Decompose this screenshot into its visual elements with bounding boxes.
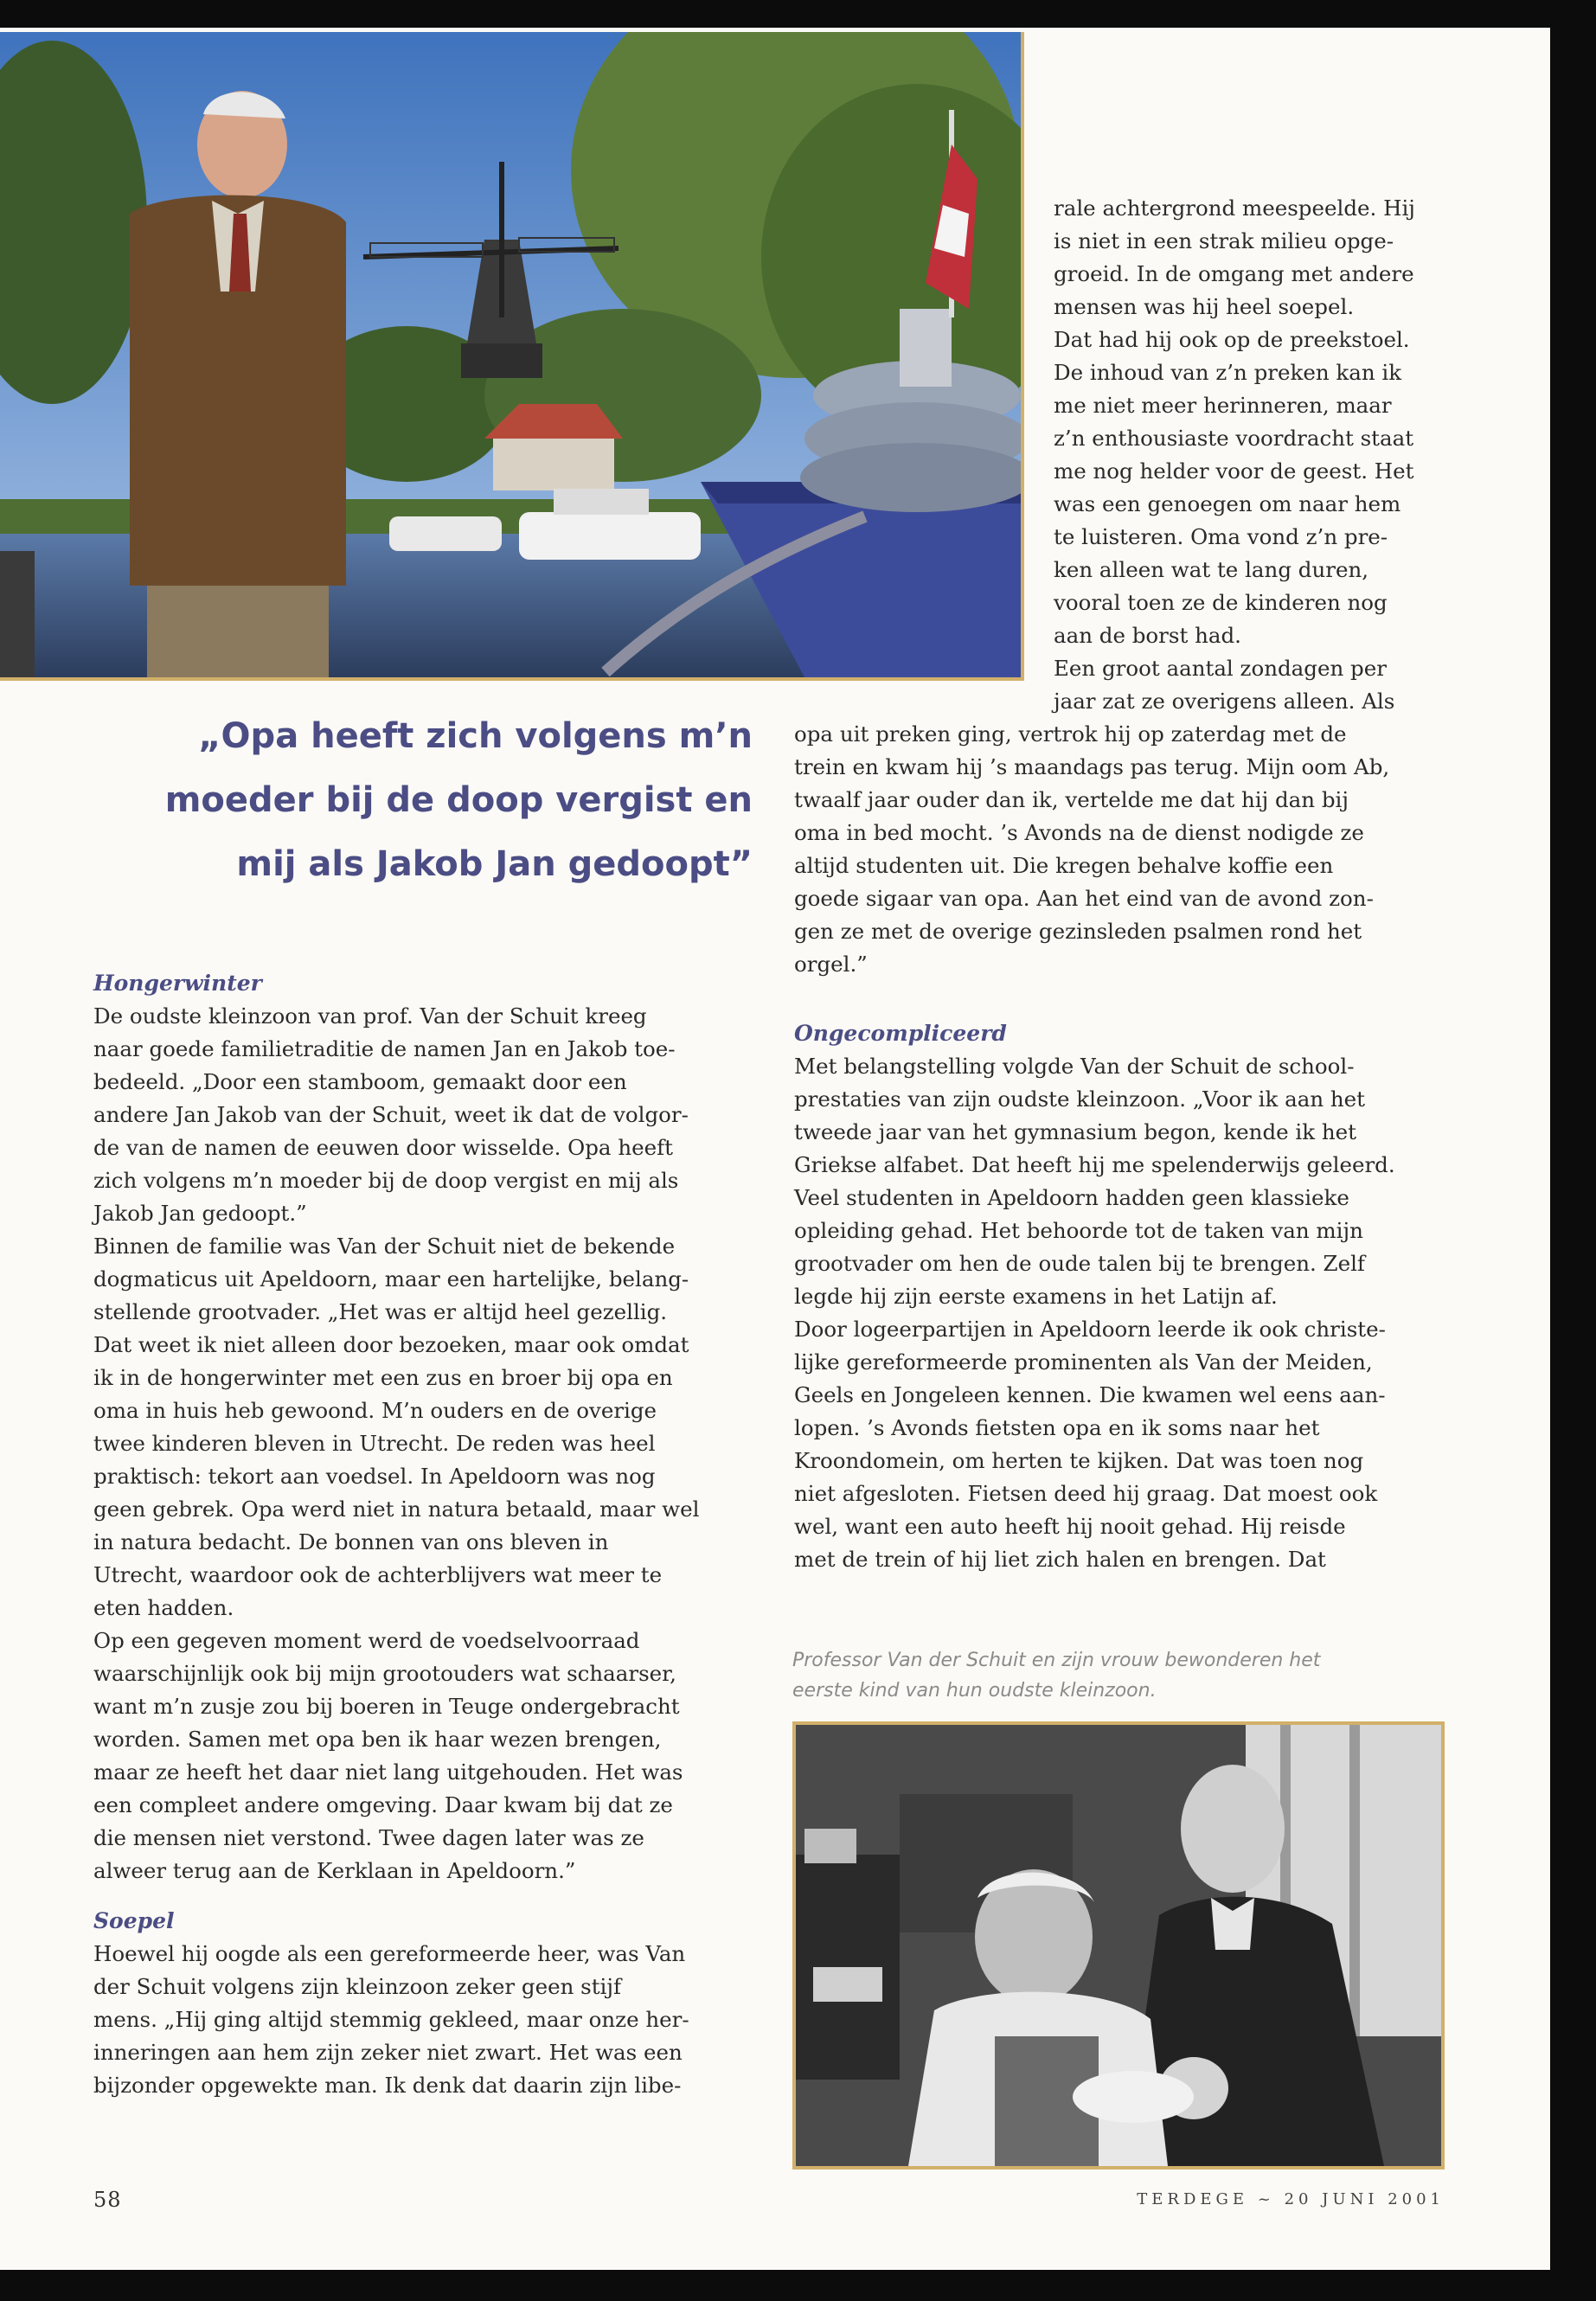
- text-line: Door logeerpartijen in Apeldoorn leerde ik ook christe-: [794, 1317, 1386, 1342]
- text-line: Met belangstelling volgde Van der Schuit de school-: [794, 1054, 1355, 1079]
- section-hongerwinter: [93, 967, 768, 1888]
- text-line: ken alleen wat te lang duren,: [1054, 557, 1369, 582]
- photo-caption: [792, 1645, 1450, 1706]
- text-line: ik in de hongerwinter met een zus en broer bij opa en: [93, 1365, 673, 1390]
- text-line: in natura bedacht. De bonnen van ons bleven in: [93, 1529, 609, 1554]
- caption-line: Professor Van der Schuit en zijn vrouw bewonderen het: [792, 1650, 1321, 1671]
- text-line: goede sigaar van opa. Aan het eind van de avond zon-: [794, 886, 1374, 911]
- text-line: grootvader om hen de oude talen bij te brengen. Zelf: [794, 1251, 1365, 1276]
- text-line: vooral toen ze de kinderen nog: [1054, 590, 1388, 615]
- text-line: orgel.”: [794, 952, 868, 977]
- text-line: Griekse alfabet. Dat heeft hij me spelenderwijs geleerd.: [794, 1152, 1395, 1177]
- text-line: wel, want een auto heeft hij nooit gehad. Hij reisde: [794, 1514, 1346, 1539]
- text-line: legde hij zijn eerste examens in het Latijn af.: [794, 1284, 1278, 1309]
- text-line: eten hadden.: [93, 1595, 234, 1620]
- text-line: twaalf jaar ouder dan ik, vertelde me dat hij dan bij: [794, 787, 1349, 812]
- text-line: met de trein of hij liet zich halen en brengen. Dat: [794, 1547, 1326, 1572]
- text-line: een compleet andere omgeving. Daar kwam bij dat ze: [93, 1792, 673, 1817]
- caption-line: eerste kind van hun oudste kleinzoon.: [792, 1680, 1157, 1702]
- text-line: Hoewel hij oogde als een gereformeerde heer, was Van: [93, 1941, 686, 1966]
- text-line: opa uit preken ging, vertrok hij op zaterdag met de: [794, 721, 1347, 747]
- text-line: geen gebrek. Opa werd niet in natura betaald, maar wel: [93, 1497, 700, 1522]
- text-line: naar goede familietraditie de namen Jan en Jakob toe-: [93, 1036, 676, 1061]
- text-line: trein en kwam hij ’s maandags pas terug. Mijn oom Ab,: [794, 754, 1390, 779]
- text-line: Utrecht, waardoor ook de achterblijvers wat meer te: [93, 1562, 663, 1587]
- text-line: bedeeld. „Door een stamboom, gemaakt door een: [93, 1069, 627, 1094]
- pull-quote-line: „Opa heeft zich volgens m’n: [198, 716, 753, 756]
- photo-grandparents-baby: [792, 1721, 1445, 2170]
- text-line: groeid. In de omgang met andere: [1054, 261, 1414, 286]
- pull-quote-line: moeder bij de doop vergist en: [164, 780, 753, 820]
- text-line: niet afgesloten. Fietsen deed hij graag. Dat moest ook: [794, 1481, 1378, 1506]
- text-line: praktisch: tekort aan voedsel. In Apeldoorn was nog: [93, 1464, 656, 1489]
- scan-border: [0, 2270, 1596, 2301]
- text-line: zich volgens m’n moeder bij de doop vergist en mij als: [93, 1168, 679, 1193]
- text-line: maar ze heeft het daar niet lang uitgehouden. Het was: [93, 1759, 683, 1785]
- right-column-wide-text: [794, 718, 1460, 981]
- text-line: z’n enthousiaste voordracht staat: [1054, 426, 1414, 451]
- text-line: prestaties van zijn oudste kleinzoon. „Voor ik aan het: [794, 1086, 1366, 1112]
- text-line: tweede jaar van het gymnasium begon, kende ik het: [794, 1119, 1357, 1144]
- text-line: worden. Samen met opa ben ik haar wezen brengen,: [93, 1727, 662, 1752]
- text-line: aan de borst had.: [1054, 623, 1241, 648]
- text-line: oma in huis heb gewoond. M’n ouders en de overige: [93, 1398, 657, 1423]
- text-line: die mensen niet verstond. Twee dagen later was ze: [93, 1825, 644, 1850]
- text-line: Veel studenten in Apeldoorn hadden geen klassieke: [794, 1185, 1349, 1210]
- text-line: was een genoegen om naar hem: [1054, 491, 1401, 516]
- text-line: de van de namen de eeuwen door wisselde. Opa heeft: [93, 1135, 674, 1160]
- text-line: gen ze met de overige gezinsleden psalmen rond het: [794, 919, 1362, 944]
- text-line: altijd studenten uit. Die kregen behalve koffie een: [794, 853, 1334, 878]
- text-line: andere Jan Jakob van der Schuit, weet ik dat de volgor-: [93, 1102, 689, 1127]
- section-ongecompliceerd: [794, 1017, 1460, 1576]
- right-column-continuation: [1054, 192, 1538, 718]
- text-line: inneringen aan hem zijn zeker niet zwart. Het was een: [93, 2040, 683, 2065]
- text-line: Dat had hij ook op de preekstoel.: [1054, 327, 1410, 352]
- text-line: mensen was hij heel soepel.: [1054, 294, 1355, 319]
- photo-man-windmill: [0, 32, 1024, 681]
- text-line: bijzonder opgewekte man. Ik denk dat daarin zijn libe-: [93, 2073, 682, 2098]
- text-line: waarschijnlijk ook bij mijn grootouders wat schaarser,: [93, 1661, 676, 1686]
- section-heading: Ongecompliceerd: [794, 1021, 1007, 1046]
- text-line: me niet meer herinneren, maar: [1054, 393, 1392, 418]
- text-line: twee kinderen bleven in Utrecht. De reden was heel: [93, 1431, 656, 1456]
- text-line: De oudste kleinzoon van prof. Van der Schuit kreeg: [93, 1003, 647, 1029]
- text-line: lijke gereformeerde prominenten als Van der Meiden,: [794, 1349, 1373, 1375]
- text-line: Geels en Jongeleen kennen. Die kwamen wel eens aan-: [794, 1382, 1386, 1407]
- section-heading: Soepel: [93, 1908, 175, 1933]
- text-line: mens. „Hij ging altijd stemmig gekleed, maar onze her-: [93, 2007, 689, 2032]
- magazine-footer: TERDEGE ~ 20 JUNI 2001: [1137, 2190, 1445, 2208]
- text-line: Op een gegeven moment werd de voedselvoorraad: [93, 1628, 640, 1653]
- text-line: lopen. ’s Avonds fietsten opa en ik soms naar het: [794, 1415, 1320, 1440]
- text-line: Dat weet ik niet alleen door bezoeken, maar ook omdat: [93, 1332, 689, 1357]
- text-line: rale achtergrond meespeelde. Hij: [1054, 195, 1415, 221]
- text-line: Binnen de familie was Van der Schuit niet de bekende: [93, 1234, 676, 1259]
- text-line: alweer terug aan de Kerklaan in Apeldoorn.”: [93, 1858, 576, 1883]
- text-line: te luisteren. Oma vond z’n pre-: [1054, 524, 1388, 549]
- text-line: opleiding gehad. Het behoorde tot de taken van mijn: [794, 1218, 1363, 1243]
- text-line: oma in bed mocht. ’s Avonds na de dienst nodigde ze: [794, 820, 1364, 845]
- text-line: me nog helder voor de geest. Het: [1054, 458, 1414, 484]
- text-line: Jakob Jan gedoopt.”: [93, 1201, 307, 1226]
- page-number: 58: [93, 2188, 122, 2212]
- text-line: is niet in een strak milieu opge-: [1054, 228, 1394, 253]
- text-line: der Schuit volgens zijn kleinzoon zeker geen stijf: [93, 1974, 622, 1999]
- text-line: jaar zat ze overigens alleen. Als: [1054, 689, 1395, 714]
- pull-quote-line: mij als Jakob Jan gedoopt”: [236, 844, 753, 884]
- text-line: stellende grootvader. „Het was er altijd heel gezellig.: [93, 1299, 668, 1324]
- pull-quote: [78, 704, 753, 896]
- text-line: De inhoud van z’n preken kan ik: [1054, 360, 1402, 385]
- text-line: want m’n zusje zou bij boeren in Teuge ondergebracht: [93, 1694, 680, 1719]
- section-soepel: [93, 1905, 768, 2102]
- text-line: Een groot aantal zondagen per: [1054, 656, 1387, 681]
- magazine-page: [0, 28, 1550, 2270]
- section-heading: Hongerwinter: [93, 971, 262, 996]
- text-line: Kroondomein, om herten te kijken. Dat was toen nog: [794, 1448, 1364, 1473]
- text-line: dogmaticus uit Apeldoorn, maar een hartelijke, belang-: [93, 1266, 689, 1292]
